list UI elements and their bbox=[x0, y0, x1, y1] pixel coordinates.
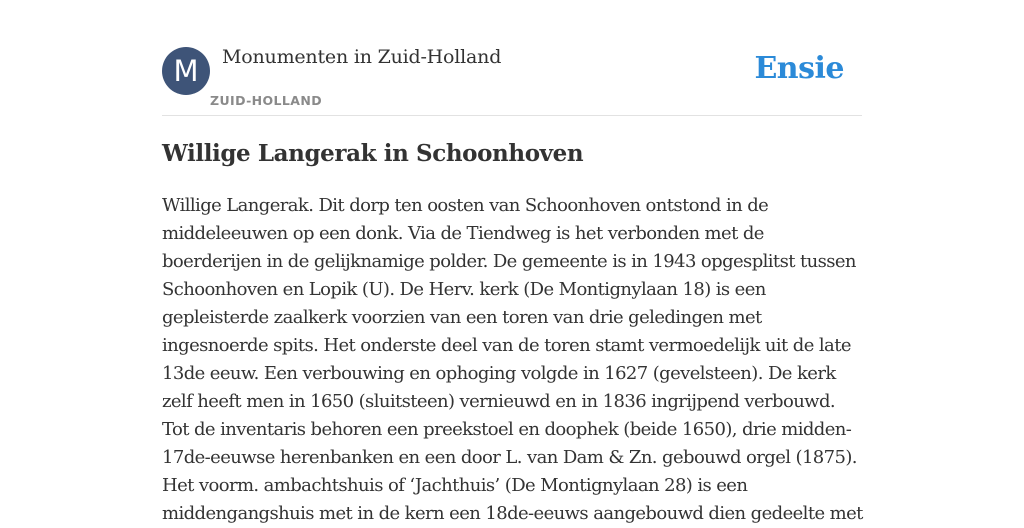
source-title-link[interactable]: Monumenten in Zuid-Holland bbox=[222, 46, 502, 68]
ensie-logo-link[interactable]: Ensie bbox=[754, 51, 844, 86]
article-body-line: zelf heeft men in 1650 (sluitsteen) vernieuwd en in 1836 ingrijpend verbouwd. bbox=[162, 391, 836, 412]
article-body-line: 17de-eeuwse herenbanken en een door L. van Dam & Zn. gebouwd orgel (1875). bbox=[162, 447, 857, 468]
article-body-line: gepleisterde zaalkerk voorzien van een toren van drie geledingen met bbox=[162, 307, 762, 328]
article-body-line: 13de eeuw. Een verbouwing en ophoging volgde in 1627 (gevelsteen). De kerk bbox=[162, 363, 836, 384]
source-avatar[interactable]: M bbox=[162, 47, 210, 95]
source-category-link[interactable]: ZUID-HOLLAND bbox=[210, 93, 322, 108]
article-body-line: middengangshuis met in de kern een 18de-eeuws aangebouwd dien gedeelte met bbox=[162, 503, 863, 524]
article-title: Willige Langerak in Schoonhoven bbox=[162, 140, 584, 167]
article-body-line: boerderijen in de gelijknamige polder. De gemeente is in 1943 opgesplitst tussen bbox=[162, 251, 856, 272]
article-body-line: Schoonhoven en Lopik (U). De Herv. kerk (De Montignylaan 18) is een bbox=[162, 279, 766, 300]
article-body-line: middeleeuwen op een donk. Via de Tiendweg is het verbonden met de bbox=[162, 223, 764, 244]
source-header bbox=[162, 45, 862, 116]
article-body-line: Het voorm. ambachtshuis of ‘Jachthuis’ (De Montignylaan 28) is een bbox=[162, 475, 748, 496]
article-body-line: ingesnoerde spits. Het onderste deel van de toren stamt vermoedelijk uit de late bbox=[162, 335, 851, 356]
article-body-line: Tot de inventaris behoren een preekstoel en doophek (beide 1650), drie midden- bbox=[162, 419, 852, 440]
article-body bbox=[162, 192, 862, 528]
article-body-line: Willige Langerak. Dit dorp ten oosten van Schoonhoven ontstond in de bbox=[162, 195, 769, 216]
